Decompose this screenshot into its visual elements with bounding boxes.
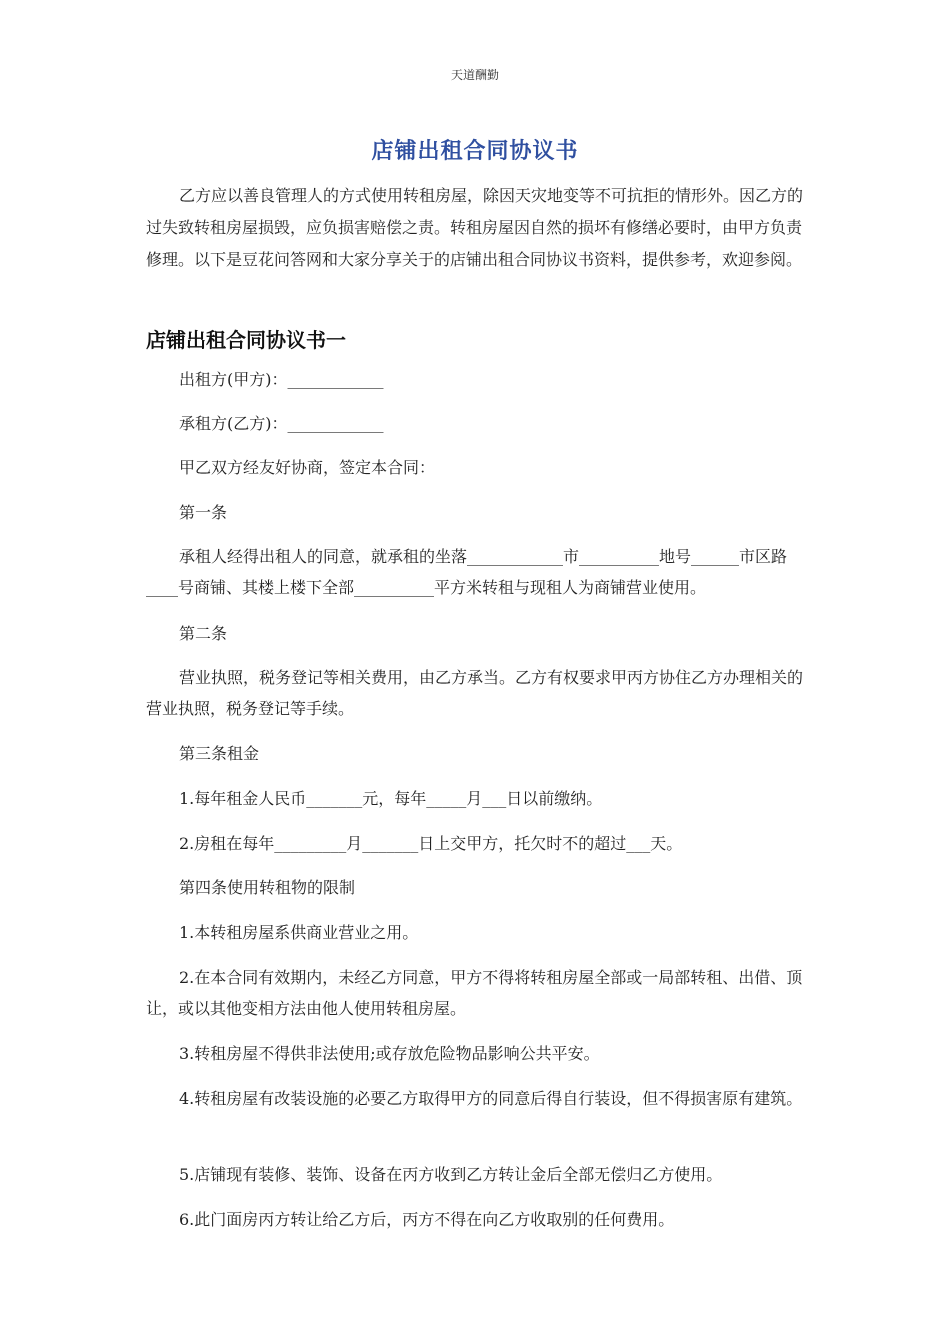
paragraph-rent-1: 1.每年租金人民币_______元，每年_____月___日以前缴纳。 bbox=[179, 789, 603, 808]
paragraph-use-6: 6.此门面房丙方转让给乙方后，丙方不得在向乙方收取别的任何费用。 bbox=[179, 1210, 675, 1229]
paragraph-use-2: 2.在本合同有效期内，未经乙方同意，甲方不得将转租房屋全部或一局部转租、出借、顶让，或以其他变相方法由他人使用转租房屋。 bbox=[146, 968, 803, 1018]
paragraph-article-4-heading: 第四条使用转租物的限制 bbox=[179, 878, 356, 897]
section-heading: 店铺出租合同协议书一 bbox=[146, 328, 346, 352]
paragraph-article-3-heading: 第三条租金 bbox=[179, 744, 260, 763]
paragraph-use-4: 4.转租房屋有改装设施的必要乙方取得甲方的同意后得自行装设，但不得损害原有建筑。 bbox=[179, 1089, 803, 1108]
paragraph-agreement: 甲乙双方经友好协商，签定本合同： bbox=[179, 458, 436, 477]
paragraph-lessee: 承租方(乙方)：____________ bbox=[179, 414, 384, 433]
paragraph-rent-2: 2.房租在每年_________月_______日上交甲方，托欠时不的超过___天。 bbox=[179, 834, 683, 853]
paragraph-use-1: 1.本转租房屋系供商业营业之用。 bbox=[179, 923, 419, 942]
paragraph-lessor: 出租方(甲方)：____________ bbox=[179, 370, 384, 389]
page-header-text: 天道酬勤 bbox=[450, 68, 499, 82]
paragraph-use-5: 5.店铺现有装修、装饰、设备在丙方收到乙方转让金后全部无偿归乙方使用。 bbox=[179, 1165, 723, 1184]
paragraph-article-1-heading: 第一条 bbox=[179, 503, 228, 522]
intro-paragraph: 乙方应以善良管理人的方式使用转租房屋，除因天灾地变等不可抗拒的情形外。因乙方的过失致转租房屋损毁，应负损害赔偿之责。转租房屋因自然的损坏有修缮必要时，由甲方负责修理。以下是豆花问答网和大家分享关于的店铺出租合同协议书资料，提供参考，欢迎参阅。 bbox=[146, 186, 804, 269]
document-title: 店铺出租合同协议书 bbox=[371, 139, 579, 164]
paragraph-use-3: 3.转租房屋不得供非法使用;或存放危险物品影响公共平安。 bbox=[179, 1044, 600, 1063]
paragraph-article-2-heading: 第二条 bbox=[179, 624, 228, 643]
paragraph-article-2-body: 营业执照，税务登记等相关费用，由乙方承当。乙方有权要求甲丙方协住乙方办理相关的营业执照，税务登记等手续。 bbox=[146, 668, 804, 718]
paragraph-article-1-body: 承租人经得出租人的同意，就承租的坐落____________市__________地号______市区路____号商铺、其楼上楼下全部__________平方米转租与现租人为商铺营业使用。 bbox=[146, 547, 788, 597]
